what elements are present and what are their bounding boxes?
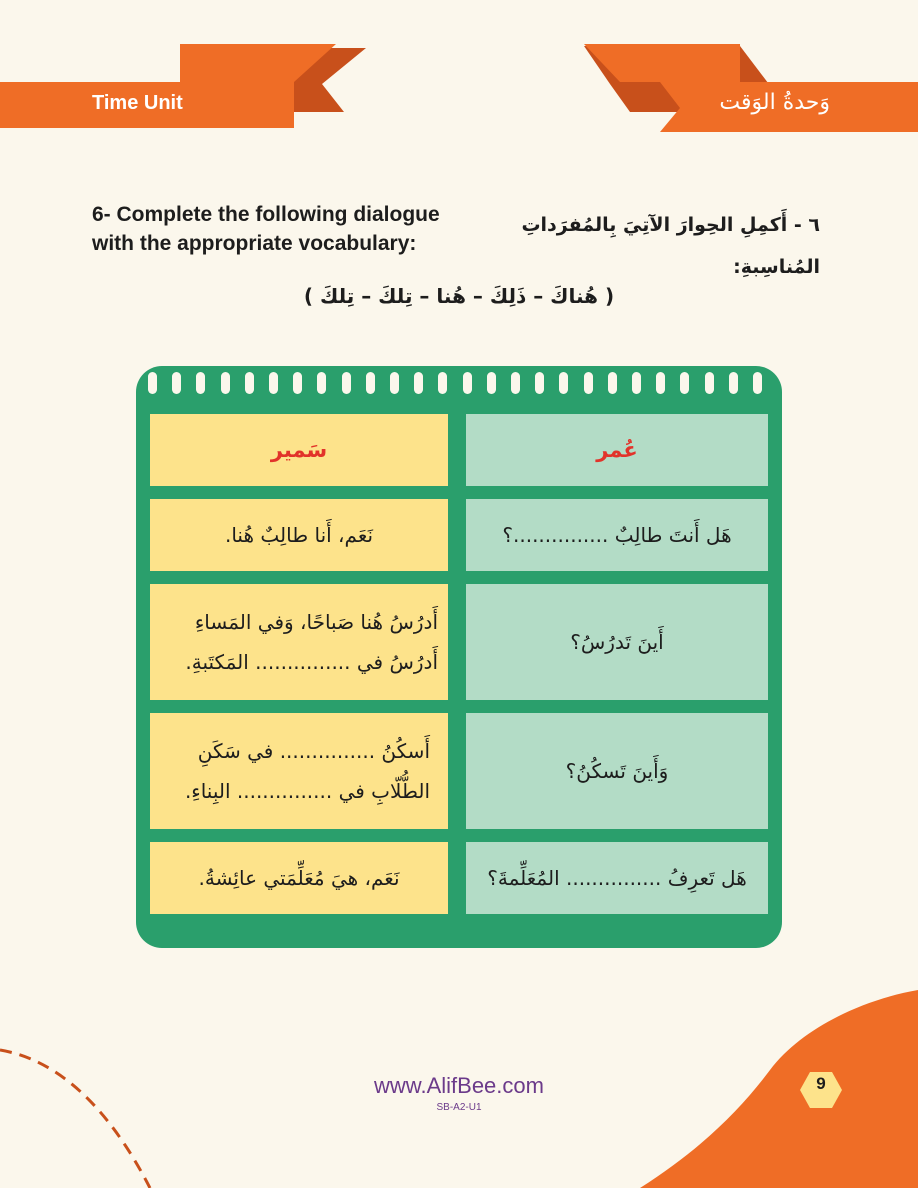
notebook-ring <box>584 372 593 394</box>
header-samir: سَمير <box>150 414 448 486</box>
notebook-ring <box>438 372 447 394</box>
notebook-ring <box>342 372 351 394</box>
dialogue-cell-omar-1: هَل أَنتَ طالِبٌ ...............؟ <box>466 499 768 571</box>
notebook-ring <box>414 372 423 394</box>
notebook-ring <box>269 372 278 394</box>
notebook-ring <box>705 372 714 394</box>
unit-title-english: Time Unit <box>92 92 183 114</box>
notebook-ring <box>196 372 205 394</box>
dialogue-cell-omar-4: هَل تَعرِفُ ............... المُعَلِّمةَ؟ <box>466 842 768 914</box>
notebook-ring <box>753 372 762 394</box>
dialogue-cell-omar-3: وَأَينَ تَسكُنُ؟ <box>466 713 768 829</box>
notebook-ring <box>245 372 254 394</box>
dialogue-cell-samir-1: نَعَم، أَنا طالِبٌ هُنا. <box>150 499 448 571</box>
dialogue-cell-samir-4: نَعَم، هيَ مُعَلِّمَتي عائِشةُ. <box>150 842 448 914</box>
word-bank: ( هُناكَ – ذَلِكَ – هُنا – تِلكَ – تِلكَ ) <box>303 284 615 308</box>
notebook-ring <box>511 372 520 394</box>
dashed-curve <box>0 1050 150 1188</box>
dialogue-cell-omar-2: أَينَ تَدرُسُ؟ <box>466 584 768 700</box>
notebook-ring <box>172 372 181 394</box>
unit-title-arabic: وَحدةُ الوَقت <box>719 90 830 115</box>
notebook-ring <box>390 372 399 394</box>
notebook-ring <box>487 372 496 394</box>
notebook-ring <box>463 372 472 394</box>
dialogue-cell-samir-3: أَسكُنُ ............... في سَكَنِ الطُّلّابِ في ............... البِناءِ. <box>150 713 448 829</box>
notebook-ring <box>366 372 375 394</box>
notebook-ring <box>632 372 641 394</box>
notebook-ring <box>293 372 302 394</box>
notebook-ring <box>680 372 689 394</box>
website-link[interactable]: www.AlifBee.com <box>374 1073 544 1098</box>
notebook-ring <box>535 372 544 394</box>
notebook-ring <box>608 372 617 394</box>
dialogue-cell-samir-2: أَدرُسُ هُنا صَباحًا، وَفي المَساءِ أَدرُسُ في ............... المَكتَبةِ. <box>150 584 448 700</box>
header-omar: عُمر <box>466 414 768 486</box>
book-code: SB-A2-U1 <box>436 1102 482 1113</box>
instruction-english: 6- Complete the following dialogue with the appropriate vocabulary: <box>92 203 440 255</box>
notebook-ring <box>559 372 568 394</box>
notebook-ring <box>317 372 326 394</box>
notebook-ring <box>221 372 230 394</box>
notebook-ring <box>148 372 157 394</box>
instruction-arabic: ٦ - أَكمِلِ الحِوارَ الآتِيَ بِالمُفرَداتِ المُناسِبةِ: <box>521 214 820 278</box>
page-number: 9 <box>816 1074 826 1093</box>
notebook-ring <box>656 372 665 394</box>
notebook-ring <box>729 372 738 394</box>
